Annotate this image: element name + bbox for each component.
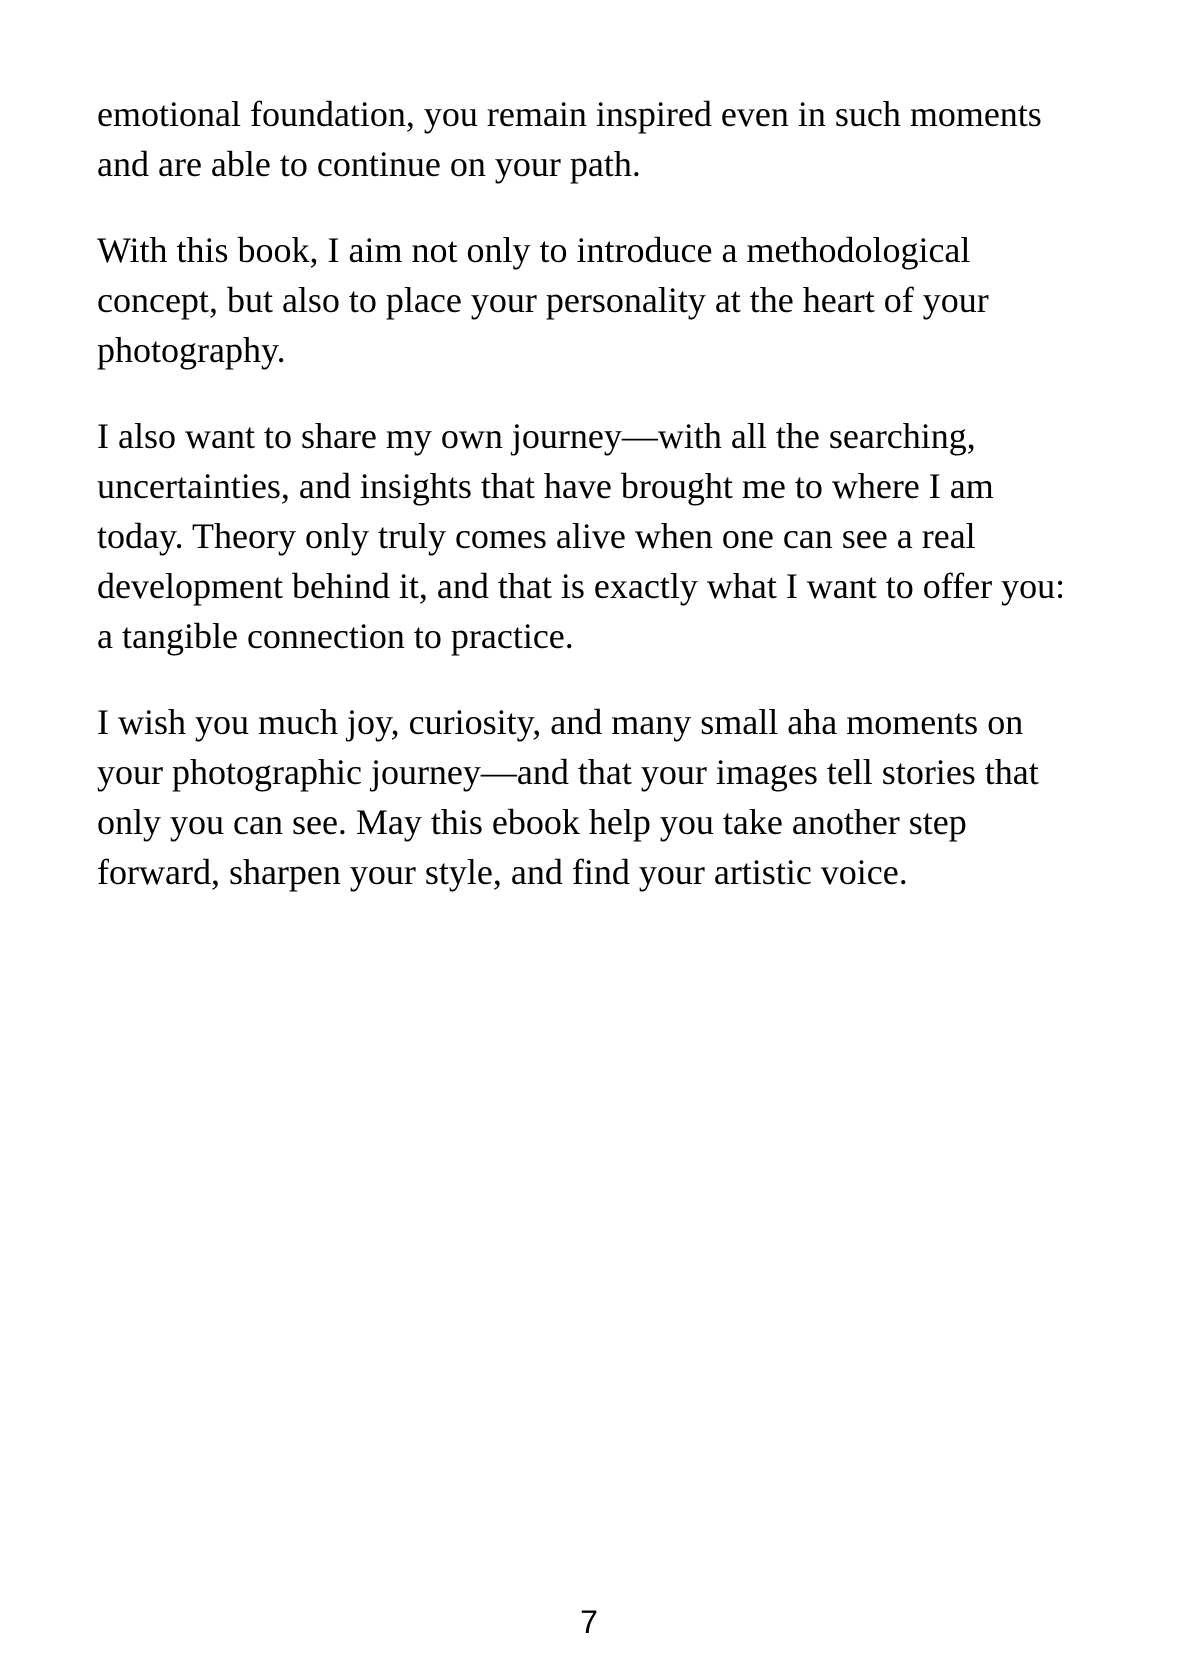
text-line: concept, but also to place your personality at the heart of your (97, 280, 989, 320)
text-line: emotional foundation, you remain inspired even in such moments (97, 94, 1042, 134)
body-text (97, 89, 1073, 933)
text-line: uncertainties, and insights that have brought me to where I am (97, 466, 994, 506)
text-line: With this book, I aim not only to introduce a methodological (97, 230, 971, 270)
text-line: a tangible connection to practice. (97, 616, 574, 656)
paragraph (97, 225, 1073, 375)
paragraph (97, 697, 1073, 897)
text-line: development behind it, and that is exactly what I want to offer you: (97, 566, 1066, 606)
text-line: photography. (97, 330, 286, 370)
text-line: your photographic journey—and that your images tell stories that (97, 752, 1039, 792)
page-number: 7 (580, 1604, 598, 1640)
text-line: forward, sharpen your style, and find your artistic voice. (97, 852, 908, 892)
paragraph (97, 89, 1073, 189)
text-line: and are able to continue on your path. (97, 144, 641, 184)
text-line: only you can see. May this ebook help you take another step (97, 802, 967, 842)
text-line: today. Theory only truly comes alive when one can see a real (97, 516, 976, 556)
text-line: I also want to share my own journey—with all the searching, (97, 416, 976, 456)
text-line: I wish you much joy, curiosity, and many small aha moments on (97, 702, 1024, 742)
paragraph (97, 411, 1073, 661)
